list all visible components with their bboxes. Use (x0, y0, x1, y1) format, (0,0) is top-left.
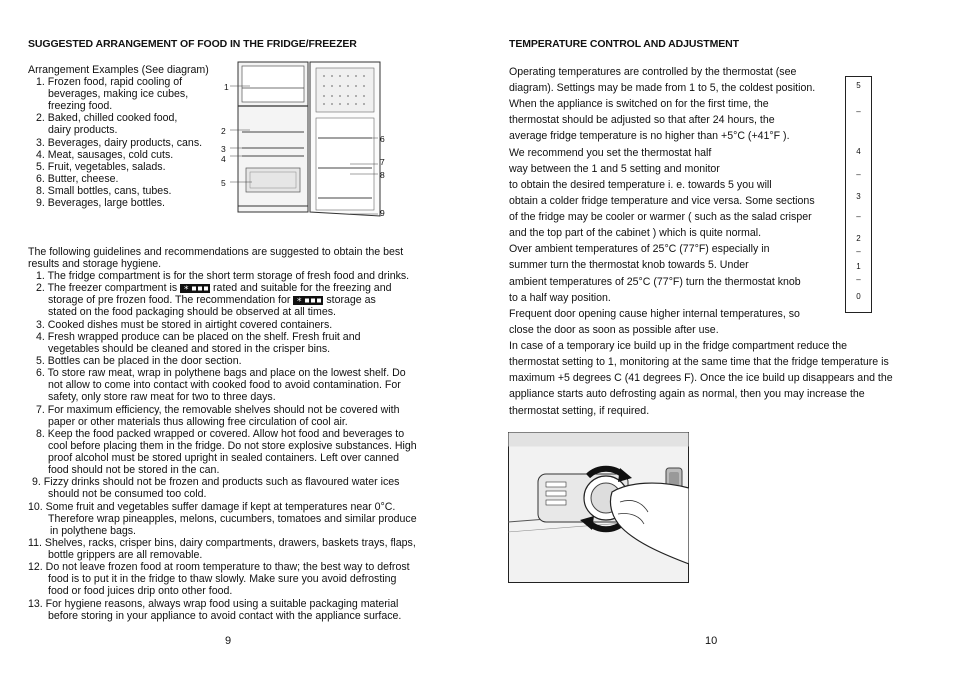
paragraph-line: obtain a colder fridge temperature and vice versa. Some sections (509, 195, 815, 207)
guidelines-intro: The following guidelines and recommendations are suggested to obtain the best (28, 246, 404, 258)
paragraph-line: of the fridge may be cooler or warmer ( such as the salad crisper (509, 211, 812, 223)
scale-tick: – (856, 247, 861, 256)
list-item: 8. Small bottles, cans, tubes. (36, 185, 172, 197)
list-item: 11. Shelves, racks, crisper bins, dairy compartments, drawers, baskets trays, flaps, (28, 537, 416, 549)
paragraph-line: summer turn the thermostat knob towards 5. Under (509, 259, 749, 271)
paragraph-line: In case of a temporary ice build up in the fridge compartment reduce the (509, 340, 848, 352)
scale-tick: – (856, 275, 861, 284)
paragraph-line: way between the 1 and 5 setting and monitor (509, 163, 720, 175)
paragraph-line: Over ambient temperatures of 25°C (77°F) especially in (509, 243, 770, 255)
list-item: 12. Do not leave frozen food at room temperature to thaw; the best way to defrost (28, 561, 410, 573)
guideline-text: storage as (326, 294, 376, 306)
list-item: 3. Beverages, dairy products, cans. (36, 137, 203, 149)
list-item: 4. Fresh wrapped produce can be placed on the shelf. Fresh fruit and (36, 331, 361, 343)
svg-text:*: * (297, 296, 302, 305)
list-item: freezing food. (48, 100, 113, 112)
list-item: proof alcohol must be stored upright in sealed containers. Left over canned (48, 452, 399, 464)
page-number-left: 9 (225, 635, 232, 647)
paragraph-line: average fridge temperature is no higher than +5°C (+41°F ). (509, 130, 790, 142)
diagram-label: 6 (380, 134, 385, 144)
paragraph-line: Frequent door opening cause higher internal temperatures, so (509, 308, 800, 320)
diagram-label: 9 (380, 208, 385, 218)
arrangement-title: Arrangement Examples (See diagram) (28, 64, 209, 76)
list-item: food or food juices drip onto other food. (48, 585, 233, 597)
right-heading: TEMPERATURE CONTROL AND ADJUSTMENT (509, 38, 739, 50)
paragraph-line: When the appliance is switched on for the first time, the (509, 98, 769, 110)
paragraph-line: and the top part of the cabinet ) which is quite normal. (509, 227, 762, 239)
thermostat-adjust-illustration (508, 432, 689, 583)
page-number-right: 10 (705, 635, 718, 647)
diagram-label: 7 (380, 157, 385, 167)
diagram-label: 8 (380, 170, 385, 180)
scale-label: 0 (856, 292, 861, 301)
list-item: dairy products. (48, 124, 118, 136)
list-item: before storing in your appliance to avoid contact with the appliance surface. (48, 610, 402, 622)
list-item: paper or other materials thus allowing free circulation of cool air. (48, 416, 348, 428)
thermostat-scale (845, 76, 872, 313)
guideline-item (48, 294, 376, 306)
diagram-label: 3 (221, 144, 226, 154)
list-item: not allow to come into contact with cooked food to avoid contamination. For (48, 379, 401, 391)
list-item: 3. Cooked dishes must be stored in airtight covered containers. (36, 319, 333, 331)
paragraph-line: to a half way position. (509, 292, 611, 304)
list-item: 5. Bottles can be placed in the door section. (36, 355, 242, 367)
guideline-item: stated on the food packaging should be observed at all times. (48, 306, 336, 318)
list-item: bottle grippers are all removable. (48, 549, 203, 561)
scale-label: 5 (856, 81, 861, 90)
scale-label: 4 (856, 147, 861, 156)
diagram-label: 1 (224, 82, 229, 92)
fridge-diagram (230, 58, 405, 228)
list-item: should not be consumed too cold. (48, 488, 207, 500)
guideline-text: storage of pre frozen food. The recommendation for (48, 294, 291, 306)
list-item: cool before placing them in the fridge. Do not store explosive substances. High (48, 440, 417, 452)
diagram-label: 4 (221, 154, 226, 164)
list-item: 10. Some fruit and vegetables suffer damage if kept at temperatures near 0°C. (28, 501, 396, 513)
scale-label: 1 (856, 262, 861, 271)
guideline-text: rated and suitable for the freezing and (213, 282, 392, 294)
scale-tick: – (856, 107, 861, 116)
paragraph-line: diagram). Settings may be made from 1 to 5, the coldest position. (509, 82, 816, 94)
guidelines-intro: results and storage hygiene. (28, 258, 162, 270)
paragraph-line: to obtain the desired temperature i. e. towards 5 you will (509, 179, 772, 191)
list-item: 4. Meat, sausages, cold cuts. (36, 149, 174, 161)
list-item: 9. Beverages, large bottles. (36, 197, 165, 209)
paragraph-line: thermostat should be adjusted so that after 24 hours, the (509, 114, 775, 126)
left-heading: SUGGESTED ARRANGEMENT OF FOOD IN THE FRIDGE/FREEZER (28, 38, 357, 50)
paragraph-line: Operating temperatures are controlled by the thermostat (see (509, 66, 797, 78)
list-item: 6. To store raw meat, wrap in polythene bags and place on the lowest shelf. Do (36, 367, 406, 379)
list-item: in polythene bags. (50, 525, 136, 537)
list-item: food should not be stored in the can. (48, 464, 220, 476)
paragraph-line: maximum +5 degrees C (41 degrees F). Once the ice build up disappears and the (509, 372, 893, 384)
guideline-text: 2. The freezer compartment is (36, 282, 178, 294)
guideline-item: 1. The fridge compartment is for the short term storage of fresh food and drinks. (36, 270, 410, 282)
list-item: food is to put it in the fridge to thaw slowly. Make sure you avoid defrosting (48, 573, 397, 585)
paragraph-line: ambient temperatures of 25°C (77°F) turn the thermostat knob (509, 276, 801, 288)
freezer-star-rating-icon (180, 284, 210, 293)
list-item: 8. Keep the food packed wrapped or covered. Allow hot food and beverages to (36, 428, 405, 440)
paragraph-line: thermostat setting, if required. (509, 405, 650, 417)
diagram-label: 2 (221, 126, 226, 136)
scale-tick: – (856, 170, 861, 179)
list-item: 9. Fizzy drinks should not be frozen and products such as flavoured water ices (32, 476, 400, 488)
list-item: 7. For maximum efficiency, the removable shelves should not be covered with (36, 404, 400, 416)
list-item: 2. Baked, chilled cooked food, (36, 112, 178, 124)
freezer-star-rating-icon (293, 296, 323, 305)
list-item: 1. Frozen food, rapid cooling of (36, 76, 183, 88)
paragraph-line: We recommend you set the thermostat half (509, 147, 712, 159)
list-item: 6. Butter, cheese. (36, 173, 119, 185)
paragraph-line: thermostat setting to 1, monitoring at the same time that the fridge temperature is (509, 356, 889, 368)
list-item: vegetables should be cleaned and stored in the crisper bins. (48, 343, 331, 355)
guideline-item (36, 282, 391, 294)
diagram-label: 5 (221, 178, 226, 188)
scale-label: 3 (856, 192, 861, 201)
list-item: beverages, making ice cubes, (48, 88, 189, 100)
svg-text:*: * (184, 284, 189, 293)
list-item: safety, only store raw meat for two to three days. (48, 391, 276, 403)
list-item: 13. For hygiene reasons, always wrap food using a suitable packaging material (28, 598, 399, 610)
list-item: 5. Fruit, vegetables, salads. (36, 161, 166, 173)
scale-label: 2 (856, 234, 861, 243)
list-item: Therefore wrap pineapples, melons, cucumbers, tomatoes and similar produce (48, 513, 417, 525)
paragraph-line: close the door as soon as possible after use. (509, 324, 719, 336)
paragraph-line: appliance starts auto defrosting again as normal, then you may increase the (509, 388, 865, 400)
scale-tick: – (856, 212, 861, 221)
